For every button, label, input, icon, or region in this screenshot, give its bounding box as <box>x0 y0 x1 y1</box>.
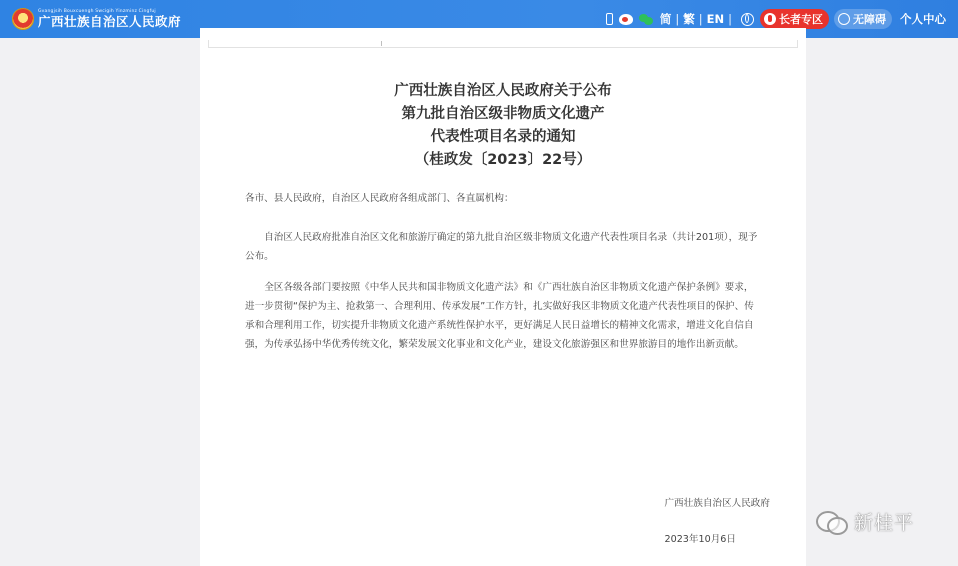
document-date: 2023年10月6日 <box>664 534 736 545</box>
logo-pinyin: Gvangjsih Bouxcuengh Swcigih Yinzminz Cingfuj <box>38 8 156 14</box>
accessibility-icon <box>838 13 850 25</box>
logo-text <box>38 10 181 29</box>
elder-zone-button[interactable] <box>760 9 829 29</box>
divider: | <box>675 12 680 26</box>
wechat-icon[interactable] <box>639 14 653 25</box>
divider: | <box>728 12 732 26</box>
weibo-icon[interactable] <box>619 14 633 25</box>
elder-person-icon <box>764 13 776 25</box>
body-paragraph: 自治区人民政府批准自治区文化和旅游厅确定的第九批自治区级非物质文化遗产代表性项目名录（共计201项），现予公布。 <box>245 232 758 262</box>
divider: | <box>698 12 703 26</box>
wechat-bubble-icon <box>814 509 848 535</box>
title-line: （桂政发〔2023〕22号） <box>414 152 592 168</box>
title-line: 第九批自治区级非物质文化遗产 <box>401 106 605 122</box>
site-logo[interactable] <box>12 6 181 32</box>
accessibility-button[interactable] <box>834 9 892 29</box>
document-page <box>200 28 806 566</box>
signer: 广西壮族自治区人民政府 <box>664 498 770 509</box>
watermark-text: 新桂平 <box>854 512 915 534</box>
elder-zone-label: 长者专区 <box>779 13 823 26</box>
title-line: 代表性项目名录的通知 <box>430 129 576 145</box>
lang-traditional-link[interactable]: 繁 <box>683 12 695 26</box>
globe-icon[interactable] <box>741 13 754 26</box>
accessibility-label: 无障碍 <box>853 13 886 26</box>
title-line: 广西壮族自治区人民政府关于公布 <box>394 83 612 99</box>
document-title <box>200 80 806 172</box>
body-paragraph: 全区各级各部门要按照《中华人民共和国非物质文化遗产法》和《广西壮族自治区非物质文化遗产保护条例》要求，进一步贯彻“保护为主、抢救第一、合理利用、传承发展”工作方针，扎实做好我区非物质文化遗产代表性项目的保护、传承和合理利用工作，切实提升非物质文化遗产系统性保护水平，更好满足人民日益增长的精神文化需求，增进文化自信自强，为传承弘扬中华优秀传统文化，繁荣发展文化事业和文化产业，建设文化旅游强区和世界旅游目的地作出新贡献。 <box>245 282 754 350</box>
wechat-watermark <box>814 508 914 535</box>
salutation: 各市、县人民政府，自治区人民政府各组成部门、各直属机构： <box>245 193 514 204</box>
personal-center-link[interactable]: 个人中心 <box>900 12 946 26</box>
national-emblem-icon <box>12 8 34 30</box>
lang-simplified-link[interactable]: 简 <box>659 12 672 26</box>
mobile-phone-icon[interactable] <box>606 13 613 25</box>
lang-english-link[interactable]: EN <box>706 12 725 26</box>
info-box-edge <box>208 40 798 48</box>
logo-title: 广西壮族自治区人民政府 <box>38 14 182 29</box>
